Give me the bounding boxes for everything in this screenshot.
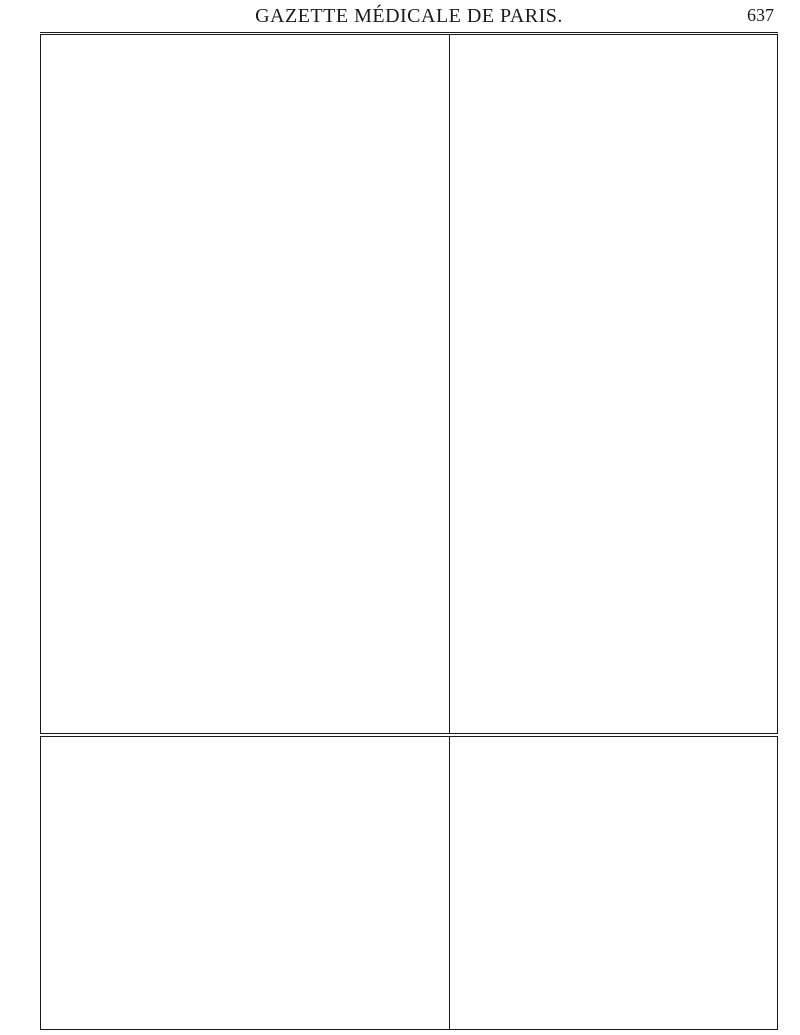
- article-frame: [40, 34, 778, 734]
- page-number: 637: [747, 5, 774, 25]
- column-divider: [449, 737, 450, 1029]
- page-header: [40, 0, 778, 30]
- column-divider: [449, 35, 450, 733]
- journal-title: GAZETTE MÉDICALE DE PARIS.: [255, 5, 563, 27]
- header-rule: [40, 32, 778, 33]
- feuilleton-frame: [40, 736, 778, 1030]
